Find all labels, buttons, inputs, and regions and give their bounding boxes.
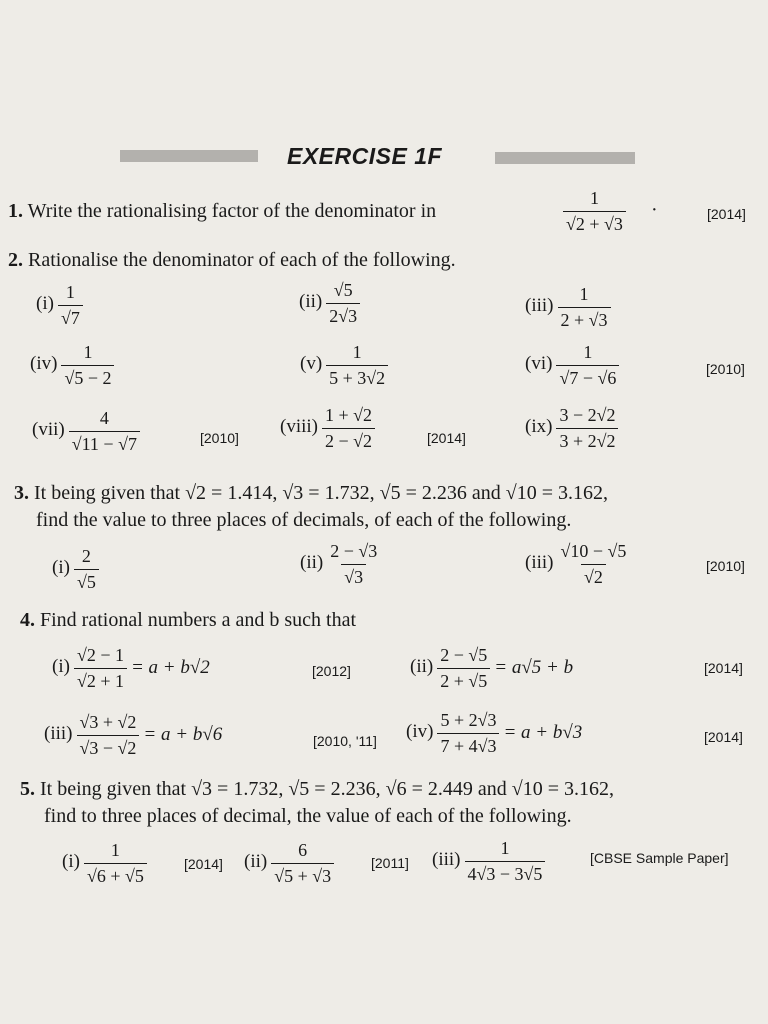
numerator: 1	[352, 342, 362, 362]
item-fraction	[556, 405, 618, 451]
item-label: (ix)	[525, 415, 553, 437]
numerator: 3 − 2√2	[559, 405, 616, 425]
item-label: (i)	[36, 292, 54, 314]
year-tag: [2014]	[707, 206, 746, 222]
q2-item-vii	[32, 408, 140, 454]
item-label: (i)	[52, 556, 70, 578]
q5-item-iii	[432, 838, 545, 884]
q4-item-ii	[410, 645, 573, 691]
q5-item-i	[62, 840, 147, 886]
q5-item-ii	[244, 840, 334, 886]
item-fraction	[326, 280, 360, 326]
q4-item-iv	[406, 710, 582, 756]
q4-item-iii	[44, 712, 222, 758]
question-4	[20, 609, 356, 632]
item-label: (iv)	[30, 352, 58, 374]
year-tag: [2014]	[704, 660, 743, 676]
denominator: 7 + 4√3	[437, 733, 499, 757]
item-label: (iii)	[525, 551, 554, 573]
item-fraction	[437, 710, 499, 756]
numerator: 2 − √5	[440, 645, 488, 665]
q1-fraction	[563, 188, 626, 234]
denominator: √2 + √3	[563, 211, 626, 235]
year-tag: [2010, '11]	[313, 733, 377, 749]
item-fraction	[558, 541, 630, 587]
item-fraction	[465, 838, 546, 884]
year-tag: [2011]	[371, 855, 409, 871]
item-fraction	[74, 546, 99, 592]
numerator: 4	[99, 408, 109, 428]
question-text: Rationalise the denominator of each of the following.	[28, 249, 456, 271]
denominator: √5 + √3	[271, 863, 334, 887]
denominator: 5 + 3√2	[326, 365, 388, 389]
year-tag: [2010]	[706, 361, 745, 377]
denominator: √3	[341, 564, 366, 588]
item-rhs: = a + b√6	[143, 724, 223, 746]
year-tag: [2012]	[312, 663, 351, 679]
denominator: 2√3	[326, 303, 360, 327]
denominator: √3 − √2	[77, 735, 140, 759]
denominator: 2 − √2	[322, 428, 375, 452]
q2-item-iii	[525, 284, 611, 330]
item-rhs: = a + b√3	[503, 722, 583, 744]
item-fraction	[271, 840, 334, 886]
item-label: (ii)	[410, 655, 434, 677]
denominator: √6 + √5	[84, 863, 147, 887]
question-3	[14, 482, 608, 505]
q2-item-viii	[280, 405, 375, 451]
question-text: Find rational numbers a and b such that	[40, 609, 357, 631]
numerator: 1 + √2	[325, 405, 373, 425]
numerator: 6	[298, 840, 308, 860]
denominator: 3 + 2√2	[556, 428, 618, 452]
q2-item-i	[36, 282, 83, 328]
item-fraction	[322, 405, 375, 451]
question-5-line-2: find to three places of decimal, the value of each of the following.	[44, 805, 572, 827]
item-label: (vi)	[525, 352, 553, 374]
question-number: 3.	[14, 482, 29, 504]
item-fraction	[558, 284, 611, 330]
item-fraction	[326, 342, 388, 388]
year-tag: [2010]	[200, 430, 239, 446]
numerator: √10 − √5	[560, 541, 627, 561]
question-1	[8, 200, 436, 223]
numerator: 1	[583, 342, 593, 362]
question-5	[20, 778, 614, 801]
item-label: (iii)	[432, 848, 461, 870]
source-tag: [CBSE Sample Paper]	[590, 850, 729, 866]
denominator: √5	[74, 569, 99, 593]
denominator: √5 − 2	[61, 365, 114, 389]
numerator: 1	[579, 284, 589, 304]
header-bar-right	[495, 152, 635, 164]
item-fraction	[69, 408, 140, 454]
denominator: √7	[58, 305, 83, 329]
numerator: 5 + 2√3	[440, 710, 497, 730]
q2-item-ix	[525, 405, 618, 451]
question-number: 5.	[20, 778, 35, 800]
year-tag: [2014]	[184, 856, 223, 872]
item-label: (vii)	[32, 418, 65, 440]
q2-item-v	[300, 342, 388, 388]
denominator: 2 + √3	[558, 307, 611, 331]
item-fraction	[84, 840, 147, 886]
item-label: (iv)	[406, 720, 434, 742]
item-label: (i)	[62, 850, 80, 872]
q3-item-ii	[300, 541, 380, 587]
q1-trailing-dot: ·	[651, 199, 658, 221]
item-fraction	[556, 342, 619, 388]
denominator: √11 − √7	[69, 431, 140, 455]
year-tag: [2010]	[706, 558, 745, 574]
item-fraction	[74, 645, 127, 691]
question-text-line-1: It being given that √2 = 1.414, √3 = 1.732, √5 = 2.236 and √10 = 3.162,	[34, 482, 608, 504]
item-fraction	[327, 541, 380, 587]
item-label: (iii)	[44, 722, 73, 744]
question-text: Write the rationalising factor of the denominator in	[27, 200, 437, 222]
question-number: 2.	[8, 249, 23, 271]
denominator: 4√3 − 3√5	[465, 861, 546, 885]
year-tag: [2014]	[704, 729, 743, 745]
year-tag: [2014]	[427, 430, 466, 446]
numerator: √2 − 1	[76, 645, 124, 665]
item-label: (i)	[52, 655, 70, 677]
numerator: 2	[81, 546, 91, 566]
item-fraction	[58, 282, 83, 328]
item-label: (viii)	[280, 415, 318, 437]
question-3-line-2: find the value to three places of decimals, of each of the following.	[36, 509, 572, 531]
item-label: (iii)	[525, 294, 554, 316]
numerator: 1	[110, 840, 120, 860]
denominator: √2 + 1	[74, 668, 127, 692]
numerator: 1	[500, 838, 510, 858]
item-fraction	[77, 712, 140, 758]
exercise-title: EXERCISE 1F	[287, 143, 443, 169]
question-number: 1.	[8, 200, 23, 222]
q2-item-iv	[30, 342, 114, 388]
item-label: (ii)	[299, 290, 323, 312]
numerator: 1	[65, 282, 75, 302]
item-label: (v)	[300, 352, 323, 374]
item-label: (ii)	[244, 850, 268, 872]
q2-item-vi	[525, 342, 619, 388]
denominator: 2 + √5	[437, 668, 490, 692]
header-bar-left	[120, 150, 258, 162]
numerator: √5	[333, 280, 353, 300]
q3-item-i	[52, 546, 99, 592]
item-rhs: = a + b√2	[130, 657, 210, 679]
numerator: √3 + √2	[79, 712, 137, 732]
item-fraction	[61, 342, 114, 388]
denominator: √7 − √6	[556, 365, 619, 389]
q2-item-ii	[299, 280, 360, 326]
question-2	[8, 249, 456, 272]
item-fraction	[437, 645, 490, 691]
item-label: (ii)	[300, 551, 324, 573]
numerator: 2 − √3	[330, 541, 378, 561]
item-rhs: = a√5 + b	[494, 657, 574, 679]
q3-item-iii	[525, 541, 629, 587]
question-text-line-1: It being given that √3 = 1.732, √5 = 2.236, √6 = 2.449 and √10 = 3.162,	[40, 778, 614, 800]
numerator: 1	[589, 188, 599, 208]
denominator: √2	[581, 564, 606, 588]
numerator: 1	[83, 342, 93, 362]
question-number: 4.	[20, 609, 35, 631]
q4-item-i	[52, 645, 210, 691]
